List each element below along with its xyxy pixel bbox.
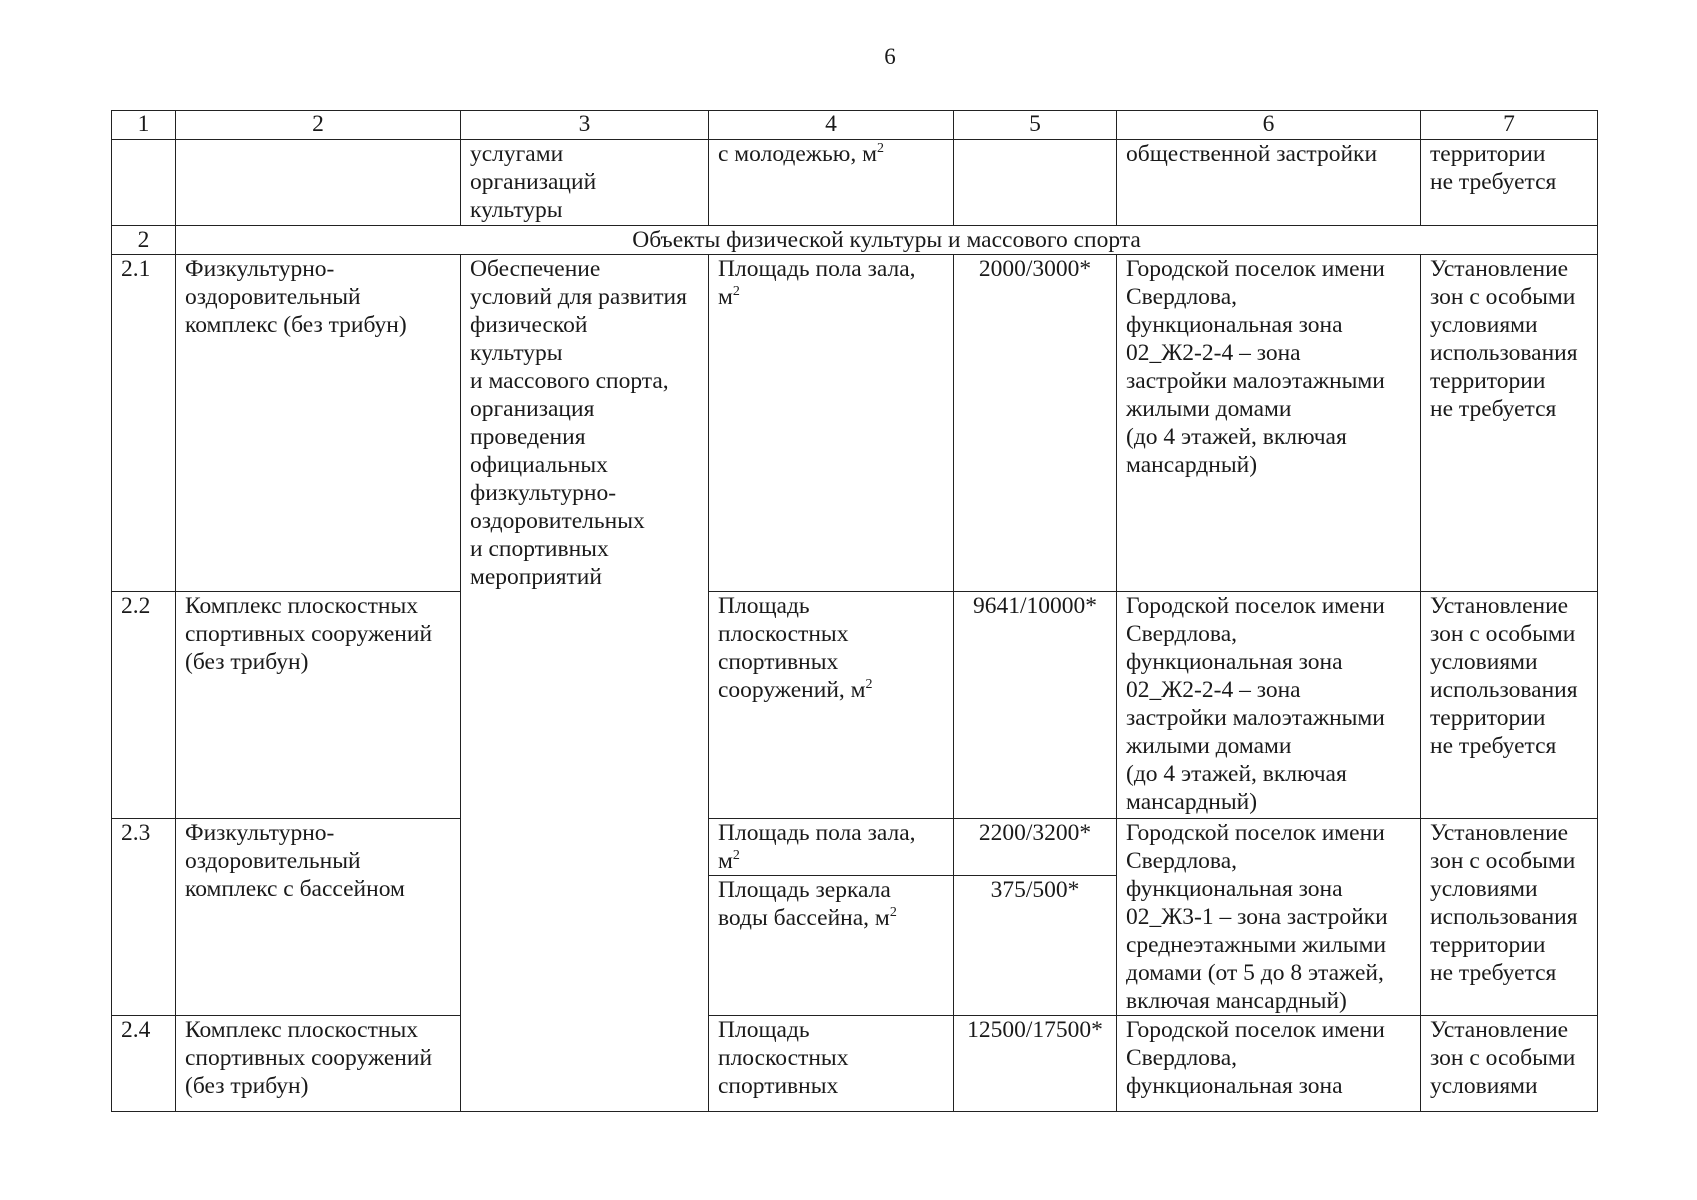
object-name: Комплекс плоскостных спортивных сооружений (без трибун) bbox=[176, 592, 461, 819]
purpose-cell: Обеспечение условий для развития физической культуры и массового спорта, организация проведения официальных физкультурно- оздоровительных и спортивных мероприятий bbox=[461, 255, 709, 1112]
cont-cell-zones: территории не требуется bbox=[1421, 140, 1598, 226]
location-cell: Городской поселок имени Свердлова, функциональная зона 02_Ж3-1 – зона застройки среднеэтажными жилыми домами (от 5 до 8 этажей, включая мансардный) bbox=[1117, 819, 1421, 1016]
cont-cell-value bbox=[954, 140, 1117, 226]
table-row bbox=[112, 1016, 1598, 1112]
location-cell: Городской поселок имени Свердлова, функциональная зона 02_Ж2-2-4 – зона застройки малоэтажными жилыми домами (до 4 этажей, включая мансардный) bbox=[1117, 255, 1421, 592]
object-name: Физкультурно- оздоровительный комплекс (без трибун) bbox=[176, 255, 461, 592]
value-cell: 12500/17500* bbox=[954, 1016, 1117, 1112]
column-number-2: 2 bbox=[176, 111, 461, 140]
value-cell-pool: 375/500* bbox=[954, 876, 1117, 1016]
cont-cell-purpose: услугами организаций культуры bbox=[461, 140, 709, 226]
parameter-cell bbox=[709, 592, 954, 819]
column-number-7: 7 bbox=[1421, 111, 1598, 140]
row-number: 2.3 bbox=[112, 819, 176, 1016]
column-number-4: 4 bbox=[709, 111, 954, 140]
parameter-text: Площадь пола зала, м bbox=[718, 820, 916, 874]
table-row bbox=[112, 255, 1598, 592]
zones-cell: Установление зон с особыми условиями использования территории не требуется bbox=[1421, 819, 1598, 1016]
column-number-1: 1 bbox=[112, 111, 176, 140]
cont-cell-location: общественной застройки bbox=[1117, 140, 1421, 226]
zones-cell: Установление зон с особыми условиями использования территории не требуется bbox=[1421, 255, 1598, 592]
column-number-row bbox=[112, 111, 1598, 140]
cont-param-unit-sup: 2 bbox=[876, 141, 884, 157]
parameter-unit-sup: 2 bbox=[732, 284, 740, 300]
cont-cell-param bbox=[709, 140, 954, 226]
parameter-text: Площадь пола зала, м bbox=[718, 256, 916, 310]
cont-param-text: с молодежью, м bbox=[718, 141, 877, 167]
row-number: 2.4 bbox=[112, 1016, 176, 1112]
parameter-cell bbox=[709, 819, 954, 876]
column-number-5: 5 bbox=[954, 111, 1117, 140]
location-cell: Городской поселок имени Свердлова, функциональная зона 02_Ж2-2-4 – зона застройки малоэтажными жилыми домами (до 4 этажей, включая мансардный) bbox=[1117, 592, 1421, 819]
section-row bbox=[112, 226, 1598, 255]
row-number: 2.2 bbox=[112, 592, 176, 819]
parameter-cell-pool bbox=[709, 876, 954, 1016]
parameter-unit-sup: 2 bbox=[889, 905, 897, 921]
page-number: 6 bbox=[884, 44, 896, 69]
object-name: Физкультурно- оздоровительный комплекс с бассейном bbox=[176, 819, 461, 1016]
parameter-unit-sup: 2 bbox=[732, 848, 740, 864]
parameter-cell bbox=[709, 255, 954, 592]
table-row bbox=[112, 592, 1598, 819]
value-cell: 9641/10000* bbox=[954, 592, 1117, 819]
value-cell: 2000/3000* bbox=[954, 255, 1117, 592]
zones-cell: Установление зон с особыми условиями использования территории не требуется bbox=[1421, 592, 1598, 819]
cont-cell-num bbox=[112, 140, 176, 226]
continuation-row bbox=[112, 140, 1598, 226]
parameter-text: Площадь зеркала воды бассейна, м bbox=[718, 877, 891, 931]
planning-table bbox=[111, 110, 1598, 1112]
object-name: Комплекс плоскостных спортивных сооружений (без трибун) bbox=[176, 1016, 461, 1112]
parameter-unit-sup: 2 bbox=[865, 677, 873, 693]
parameter-text: Площадь плоскостных спортивных сооружений, м bbox=[718, 593, 866, 703]
table-row bbox=[112, 819, 1598, 876]
column-number-3: 3 bbox=[461, 111, 709, 140]
parameter-cell: Площадь плоскостных спортивных bbox=[709, 1016, 954, 1112]
row-number: 2.1 bbox=[112, 255, 176, 592]
section-number: 2 bbox=[112, 226, 176, 255]
location-cell: Городской поселок имени Свердлова, функциональная зона bbox=[1117, 1016, 1421, 1112]
zones-cell: Установление зон с особыми условиями bbox=[1421, 1016, 1598, 1112]
value-cell: 2200/3200* bbox=[954, 819, 1117, 876]
section-title: Объекты физической культуры и массового спорта bbox=[176, 226, 1598, 255]
column-number-6: 6 bbox=[1117, 111, 1421, 140]
cont-cell-name bbox=[176, 140, 461, 226]
